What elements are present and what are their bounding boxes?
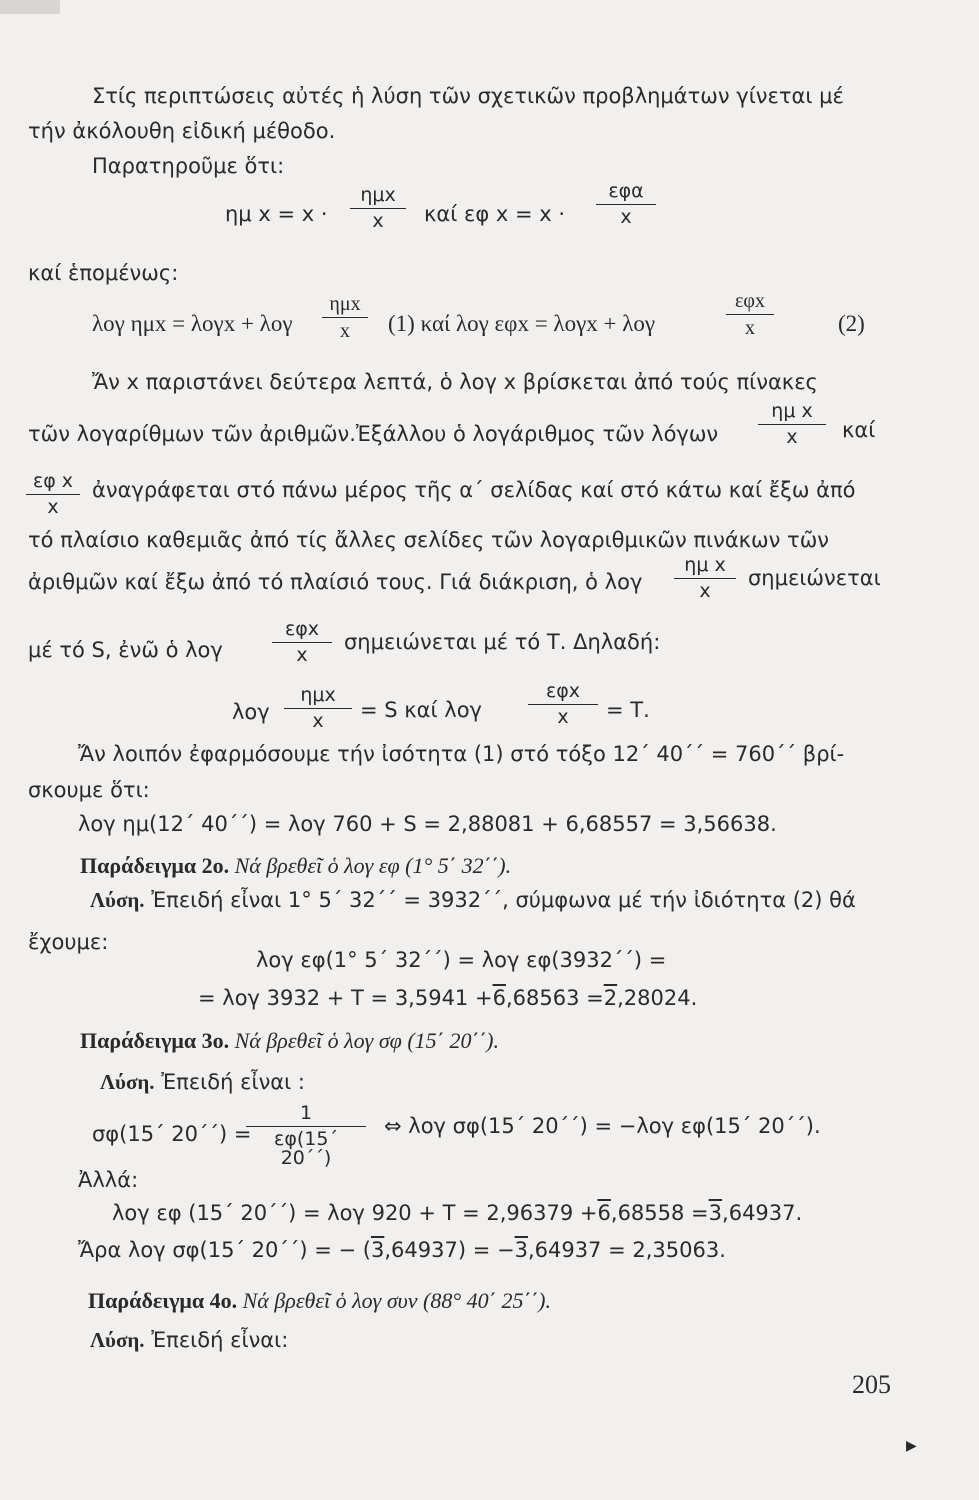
example-heading	[80, 1030, 499, 1052]
fraction-numerator: εφx	[272, 620, 332, 643]
solution-label: Λύση.	[100, 1070, 155, 1094]
example-label: Παράδειγμα 3ο.	[80, 1028, 230, 1053]
solution-line	[100, 1072, 305, 1093]
text-line: σημειώνεται	[748, 566, 881, 590]
fraction	[758, 402, 826, 447]
example-heading	[88, 1290, 551, 1312]
example-text: Νά βρεθεῖ ὁ λογ εφ (1° 5΄ 32΄΄).	[234, 853, 512, 878]
solution-line	[90, 890, 856, 911]
fraction-numerator: εφx	[528, 682, 598, 705]
text-line: Παρατηροῦμε ὅτι:	[92, 154, 285, 178]
fraction-denominator: x	[296, 644, 308, 666]
bar-digit: 3	[708, 1201, 723, 1225]
text-line: καί ἑπομένως:	[28, 261, 179, 285]
bar-digit: 3	[370, 1238, 385, 1262]
fraction-denominator: εφ(15΄ 20΄΄)	[274, 1128, 338, 1169]
text-line: τήν ἀκόλουθη εἰδική μέθοδο.	[28, 119, 336, 143]
solution-line	[90, 1330, 288, 1351]
example-heading	[80, 855, 511, 877]
fraction-numerator: ημx	[350, 186, 406, 209]
solution-text: Ἐπειδή εἶναι:	[151, 1328, 289, 1352]
text-line: τό πλαίσιο καθεμιᾶς ἀπό τίς ἄλλες σελίδες τῶν λογαριθμικῶν πινάκων τῶν	[28, 528, 830, 552]
equation-text: = Τ.	[606, 698, 650, 722]
equation-part: = λογ 3932 + Τ = 3,5941 +	[198, 986, 493, 1010]
equation-number: (2)	[838, 311, 865, 336]
equation-part: ,28024.	[617, 986, 698, 1010]
fraction	[596, 182, 656, 227]
fraction-denominator: x	[557, 706, 569, 728]
fraction-numerator: 1	[246, 1104, 366, 1127]
fraction-denominator: x	[620, 206, 632, 228]
bar-digit: 3	[514, 1238, 528, 1262]
fraction-numerator: ημ x	[674, 556, 736, 579]
fraction-numerator: ημx	[284, 686, 352, 709]
fraction-numerator: ημx	[322, 294, 368, 318]
fraction-denominator: x	[699, 580, 711, 602]
text-line: ἀναγράφεται στό πάνω μέρος τῆς α΄ σελίδας καί στό κάτω καί ἔξω ἀπό	[92, 478, 856, 502]
fraction	[26, 472, 80, 517]
fraction-numerator: εφα	[596, 182, 656, 205]
equation-part: ,64937 = 2,35063.	[527, 1238, 726, 1262]
solution-label: Λύση.	[90, 1328, 145, 1352]
equation-part: ,64937.	[722, 1201, 803, 1225]
fraction-denominator: x	[745, 317, 755, 339]
equation-text	[198, 988, 697, 1009]
fraction	[284, 686, 352, 731]
equation-text: = S καί λογ	[360, 698, 482, 722]
example-label: Παράδειγμα 2ο.	[80, 853, 230, 878]
equation-part: ,64937) = −	[384, 1238, 515, 1262]
equation-text: λογ εφ(1° 5΄ 32΄΄) = λογ εφ(3932΄΄) =	[256, 948, 667, 972]
equation-text: ⇔ λογ σφ(15΄ 20΄΄) = −λογ εφ(15΄ 20΄΄).	[384, 1114, 821, 1138]
equation-part: ,68558 =	[610, 1201, 709, 1225]
fraction	[272, 620, 332, 665]
example-text: Νά βρεθεῖ ὁ λογ σφ (15΄ 20΄΄).	[234, 1028, 499, 1053]
equation-part: ,68563 =	[505, 986, 604, 1010]
text-line: Ἀλλά:	[78, 1168, 139, 1192]
text-line: Ἄν λοιπόν ἐφαρμόσουμε τήν ἰσότητα (1) στό τόξο 12΄ 40΄΄ = 760΄΄ βρί-	[78, 742, 845, 766]
page-number: 205	[852, 1370, 891, 1399]
equation-text	[78, 1240, 726, 1261]
fraction-numerator: ημ x	[758, 402, 826, 425]
solution-text: Ἐπειδή εἶναι 1° 5΄ 32΄΄ = 3932΄΄, σύμφωνα μέ τήν ἰδιότητα (2) θά	[151, 888, 856, 912]
fraction-denominator: x	[47, 496, 59, 518]
equation-text: λογ	[232, 700, 270, 724]
text-line: ἔχουμε:	[28, 930, 109, 954]
text-line: μέ τό S, ἐνῶ ὁ λογ	[28, 638, 223, 662]
page-corner-shadow	[0, 0, 60, 14]
fraction	[350, 186, 406, 231]
fraction-denominator: x	[372, 210, 384, 232]
text-line: καί	[842, 418, 876, 442]
text-line: ἀριθμῶν καί ἔξω ἀπό τό πλαίσιό τους. Γιά διάκριση, ὁ λογ	[28, 570, 643, 594]
fraction	[246, 1104, 366, 1168]
equation-text: ημ x = x ·	[225, 202, 328, 226]
example-label: Παράδειγμα 4ο.	[88, 1288, 238, 1313]
equation-text: (1) καί λογ εφx = λογx + λογ	[388, 311, 656, 336]
text-line: τῶν λογαρίθμων τῶν ἀριθμῶν.Ἐξάλλου ὁ λογάριθμος τῶν λόγων	[28, 422, 719, 446]
equation-text: καί εφ x = x ·	[424, 202, 566, 226]
bar-digit: 6	[492, 986, 506, 1010]
equation-part: Ἄρα λογ σφ(15΄ 20΄΄) = − (	[78, 1238, 371, 1262]
example-text: Νά βρεθεῖ ὁ λογ συν (88° 40΄ 25΄΄).	[242, 1288, 551, 1313]
fraction-numerator: εφ x	[26, 472, 80, 495]
equation-text: σφ(15΄ 20΄΄) =	[92, 1122, 252, 1146]
equation-text: λογ ημ(12΄ 40΄΄) = λογ 760 + S = 2,88081 + 6,68557 = 3,56638.	[78, 812, 777, 836]
fraction-numerator: εφx	[726, 291, 774, 315]
solution-label: Λύση.	[90, 888, 145, 912]
equation-part: λογ εφ (15΄ 20΄΄) = λογ 920 + Τ = 2,96379 +	[112, 1201, 598, 1225]
text-line: σκουμε ὅτι:	[28, 778, 150, 802]
text-line: σημειώνεται μέ τό Τ. Δηλαδή:	[344, 630, 661, 654]
text-line: Ἄν x παριστάνει δεύτερα λεπτά, ὁ λογ x βρίσκεται ἀπό τούς πίνακες	[92, 370, 818, 394]
fraction-denominator: x	[786, 426, 798, 448]
bar-digit: 2	[603, 986, 618, 1010]
equation-text	[112, 1203, 802, 1224]
solution-text: Ἐπειδή εἶναι :	[161, 1070, 305, 1094]
fraction	[726, 291, 774, 338]
text-line: Στίς περιπτώσεις αὐτές ἡ λύση τῶν σχετικῶν προβλημάτων γίνεται μέ	[92, 84, 844, 108]
bar-digit: 6	[597, 1201, 611, 1225]
fraction	[674, 556, 736, 601]
fraction	[322, 294, 368, 341]
fraction-denominator: x	[340, 320, 350, 342]
equation-text: λογ ημx = λογx + λογ	[92, 311, 293, 336]
fraction	[528, 682, 598, 727]
fraction-denominator: x	[312, 710, 324, 732]
print-mark-icon: ▶	[906, 1438, 917, 1454]
